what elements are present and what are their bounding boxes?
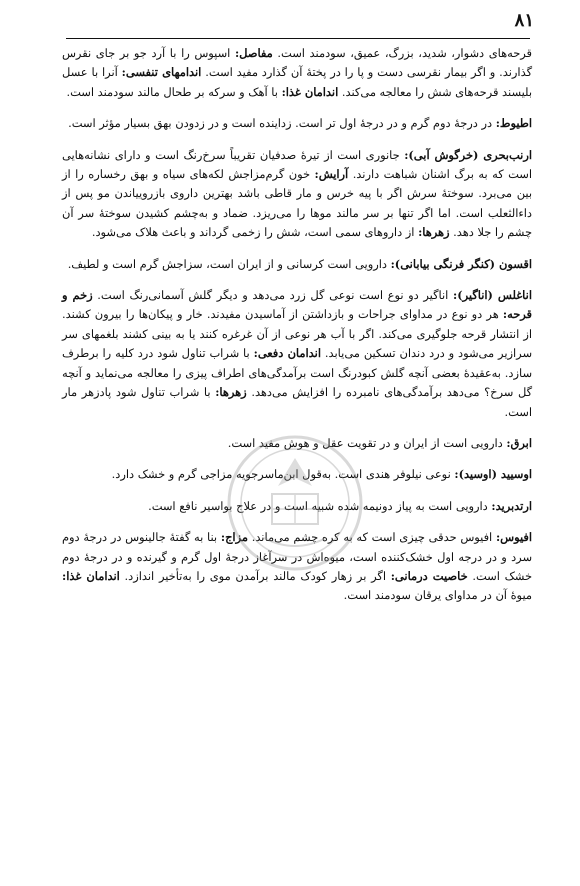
entry-text: میوهٔ آن در مداوای یرقان سودمند است. — [343, 588, 532, 603]
headword-anaghles: اناغلس (اناگیر): — [453, 288, 532, 303]
entry-text: با شراب تناول شود درد کلیه را برطرف سازد. به‌عقیدهٔ بعضی آنچه گلش کبودرنگ است برآمدگی‌های اطراف پیزی را معالجه می‌نماید و آنچه گل سرخ؟ می‌دهد برآمدگی‌های نامبرده را افزایش می‌دهد. — [62, 346, 532, 400]
entry-aqsun — [62, 255, 532, 274]
entry-atyut — [62, 114, 532, 133]
entry-text: هر دو نوع در مداوای جراحات و بازداشتن از آماسیدن مفیدند. خار و پیکان‌ها را بیرون کشند. از انتشار قرحه جلوگیری می‌کند. اگر با آب هر نوعی از آن غرغره کنند یا به بینی کشند بلغمهای سر سرازیر می‌شود و درد دندان تسکین می‌یابد. — [62, 307, 533, 361]
page-content — [62, 44, 532, 618]
term-zahrha: زهرها: — [418, 225, 450, 240]
entry-text: نوعی نیلوفر هندی است. به‌قول ابن‌ماسرجویه مزاجی گرم و خشک دارد. — [111, 467, 455, 482]
entry-text: از داروهای سمی است، شش را زخمی گرداند و باعث هلاک می‌شود. — [91, 225, 419, 240]
header-rule — [66, 38, 530, 39]
term-dafei: اندامان دفعی: — [253, 346, 321, 361]
entry-text: دارویی است کرسانی و از ایران است، سزاجش گرم است و لطیف. — [67, 256, 391, 271]
term-ghaza: اندامان غذا: — [281, 84, 339, 99]
term-ghaza: اندامان غذا: — [62, 568, 120, 583]
headword-abraq: ابرق: — [506, 435, 532, 450]
entry-text: آنرا با عسل بلیسند قرحه‌های شش را معالجه می‌کند. — [62, 65, 532, 99]
entry-ousid — [62, 465, 532, 484]
entry-text: جانوری است از تیرهٔ صدفیان تقریباً سرخ‌رنگ است و دارای نشانه‌هایی است که به برگ اشنان شباهت دارند. — [62, 147, 532, 182]
entry-text: اناگیر دو نوع است نوعی گل زرد می‌دهد و دیگر گلش آسمانی‌رنگ است. — [92, 288, 453, 303]
entry-text: با آهک و سرکه بر طحال مالند سودمند است. — [66, 84, 282, 99]
entry-text: اسپوس را با آرد جو بر جای نقرس گذارند. و اگر بیمار نقرسی دست و پا را در پختهٔ آن گذارد مفید است. — [62, 46, 532, 80]
entry-afyus — [62, 528, 532, 606]
term-tanaffosi: اندامهای تنفسی: — [121, 65, 202, 80]
term-zakhm: زخم و قرحه: — [62, 288, 532, 322]
headword-afyus: افیوس: — [495, 530, 533, 545]
entry-abraq — [62, 434, 532, 453]
entry-text: با شراب تناول شود پادزهر مار است. — [62, 385, 532, 419]
headword-artadbarid: ارتدبرید: — [491, 498, 532, 513]
entry-continuation — [62, 44, 532, 102]
entry-text: دارویی است از ایران و در تقویت عقل و هوش مفید است. — [227, 435, 507, 450]
term-arayesh: آرایش: — [314, 167, 349, 182]
page-number: ۸۱ — [514, 10, 534, 31]
term-mafasel: مفاصل: — [234, 46, 273, 60]
entry-text: در درجهٔ دوم گرم و در درجهٔ اول تر است. زداینده است و در زدودن بهق بسیار مؤثر است. — [68, 116, 496, 131]
entry-arnab-bahri — [62, 146, 532, 243]
headword-arnab-bahri: ارنب‌بحری (خرگوش آبی): — [404, 147, 532, 162]
term-zahrha: زهرها: — [215, 385, 247, 400]
entry-text: قرحه‌های دشوار، شدید، بزرگ، عمیق، سودمند است. — [272, 46, 532, 60]
headword-atyut: اطیوط: — [495, 116, 532, 131]
entry-text: بنا به گفتهٔ جالینوس در درجهٔ دوم سرد و در درجه اول خشک‌کننده است، میوه‌اش در سرآغاز درجهٔ اول گرم و گیرنده و در درجهٔ دوم خشک است. — [62, 530, 533, 583]
entry-text: دارویی است به پیاز دونیمه شده شبیه است و در علاج بواسیر نافع است. — [148, 498, 492, 513]
entry-text: اگر بر زهار کودک مالند برآمدن موی را به‌تأخیر اندازد. — [119, 568, 391, 583]
entry-artadbarid — [62, 497, 532, 516]
headword-aqsun: اقسون (کنگر فرنگی بیابانی): — [390, 256, 532, 271]
headword-ousid: اوسیید (اوسید): — [454, 467, 532, 482]
entry-text: خون گرم‌مزاجش لکه‌های سیاه و بهق رخساره را از بین می‌برد. سوختهٔ سرش اگر با پیه خرس و مار قاطی باشد بهترین داروی بازروییاندن مو پس از داءالثعلب است. اما اگر تنها بر سر مالند موها را می‌ریزد. ضماد و به‌چشم کشیدن سوختهٔ سر آن چشم را جلا دهد. — [62, 167, 532, 240]
entry-anaghles — [62, 286, 532, 422]
term-mezaj: مزاج: — [220, 530, 248, 545]
term-khasiat: خاصیت درمانی: — [390, 568, 468, 583]
entry-text: افیوس حدقی چیزی است که به کره چشم می‌ماند. — [247, 530, 496, 545]
